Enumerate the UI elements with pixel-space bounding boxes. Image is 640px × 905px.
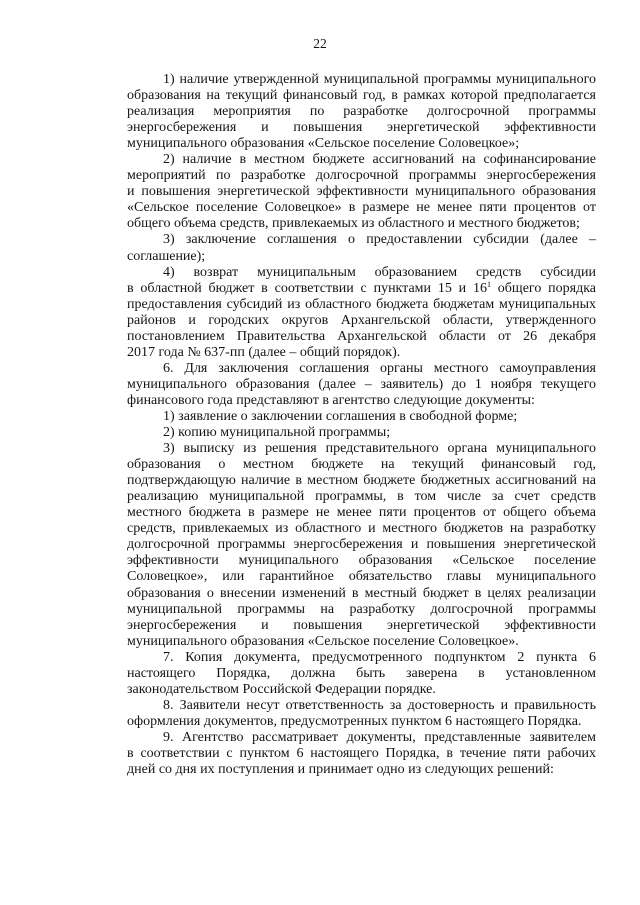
text-line: образования о местном бюджете на текущий финансовый год,: [127, 457, 596, 473]
text-line: 3) заключение соглашения о предоставлении субсидии (далее –: [163, 232, 596, 248]
paragraph-point-7: [91, 650, 596, 698]
text-line: 2017 года № 637-пп (далее – общий порядок).: [127, 344, 401, 360]
text-line: 6. Для заключения соглашения органы местного самоуправления: [163, 360, 596, 376]
paragraph-point-6: [91, 361, 596, 409]
paragraph-item-1: [91, 72, 596, 152]
text-line: подтверждающую наличие в местном бюджете бюджетных ассигнований на: [127, 473, 596, 489]
paragraph-doc-1: [91, 409, 596, 425]
text-line: местного бюджета в размере не менее пяти процентов от общего объема: [127, 505, 596, 521]
text-line: муниципальной программы на разработку долгосрочной программы: [127, 601, 596, 617]
text-line: и повышения энергетической эффективности муниципального образования: [127, 184, 596, 200]
text-line: Соловецкое», или гарантийное обязательство главы муниципального: [127, 569, 596, 585]
text-line: средств, привлекаемых из областного и местного бюджетов на разработку: [127, 521, 596, 537]
text-line: 9. Агентство рассматривает документы, представленные заявителем: [163, 729, 596, 745]
text-line: общего объема средств, привлекаемых из областного и местного бюджетов;: [127, 216, 580, 232]
text-line: реализация мероприятия по разработке долгосрочной программы: [127, 104, 596, 120]
text-line: 8. Заявители несут ответственность за достоверность и правильность: [163, 697, 596, 713]
text-line: 1) заявление о заключении соглашения в свободной форме;: [163, 408, 518, 424]
text-line: муниципального образования «Сельское поселение Соловецкое»;: [127, 136, 520, 152]
text-line: в соответствии с пунктом 6 настоящего Порядка, в течение пяти рабочих: [127, 745, 596, 761]
text-line: 4) возврат муниципальным образованием средств субсидии: [163, 264, 596, 280]
text-line: 2) копию муниципальной программы;: [163, 425, 391, 441]
paragraph-doc-2: [91, 425, 596, 441]
text-line: в областной бюджет в соответствии с пунктами 15 и $16^1$ общего порядка: [127, 279, 596, 296]
text-line: реализацию муниципальной программы, в том числе за счет средств: [127, 489, 596, 505]
text-line: образования о внесении изменений в местный бюджет в целях реализации: [127, 585, 596, 601]
paragraph-item-4: [91, 265, 596, 361]
text-line: постановлением Правительства Архангельской области от 26 декабря: [127, 328, 596, 344]
text-line: оформления документов, предусмотренных пунктом 6 настоящего Порядка.: [127, 713, 582, 729]
page-number: 22: [313, 36, 327, 51]
text-line: 2) наличие в местном бюджете ассигнований на софинансирование: [163, 152, 596, 168]
text-line: энергосбережения и повышения энергетической эффективности: [127, 120, 596, 136]
text-line: финансового года представляют в агентство следующие документы:: [127, 392, 535, 408]
document-body: [91, 72, 596, 778]
text-line: районов и городских округов Архангельской области, утвержденного: [127, 312, 596, 328]
paragraph-item-3: [91, 232, 596, 264]
text-line: муниципального образования (далее – заявитель) до 1 ноября текущего: [127, 376, 596, 392]
text-line: 3) выписку из решения представительного органа муниципального: [163, 441, 596, 457]
text-line: образования на текущий финансовый год, в рамках которой предполагается: [127, 88, 596, 104]
paragraph-doc-3: [91, 441, 596, 650]
paragraph-point-9: [91, 730, 596, 778]
text-line: предоставления субсидий из областного бюджета бюджетам муниципальных: [127, 296, 596, 312]
text-line: законодательством Российской Федерации порядке.: [127, 681, 436, 697]
text-line: 1) наличие утвержденной муниципальной программы муниципального: [163, 72, 596, 87]
text-line: энергосбережения и повышения энергетической эффективности: [127, 617, 596, 633]
text-line: эффективности муниципального образования «Сельское поселение: [127, 553, 596, 569]
text-line: дней со дня их поступления и принимает одно из следующих решений:: [127, 762, 554, 778]
text-line: муниципального образования «Сельское поселение Соловецкое».: [127, 633, 519, 649]
text-line: соглашение);: [127, 248, 206, 264]
text-line: мероприятий по разработке долгосрочной программы энергосбережения: [127, 168, 596, 184]
paragraph-item-2: [91, 152, 596, 232]
superscript: 1: [486, 279, 491, 289]
text-line: 7. Копия документа, предусмотренного подпунктом 2 пункта 6: [163, 649, 596, 665]
text-line: настоящего Порядка, должна быть заверена в установленном: [127, 665, 596, 681]
paragraph-point-8: [91, 698, 596, 730]
text-line: «Сельское поселение Соловецкое» в размере не менее пяти процентов от: [127, 200, 596, 216]
text-line: долгосрочной программы энергосбережения и повышения энергетической: [127, 537, 596, 553]
